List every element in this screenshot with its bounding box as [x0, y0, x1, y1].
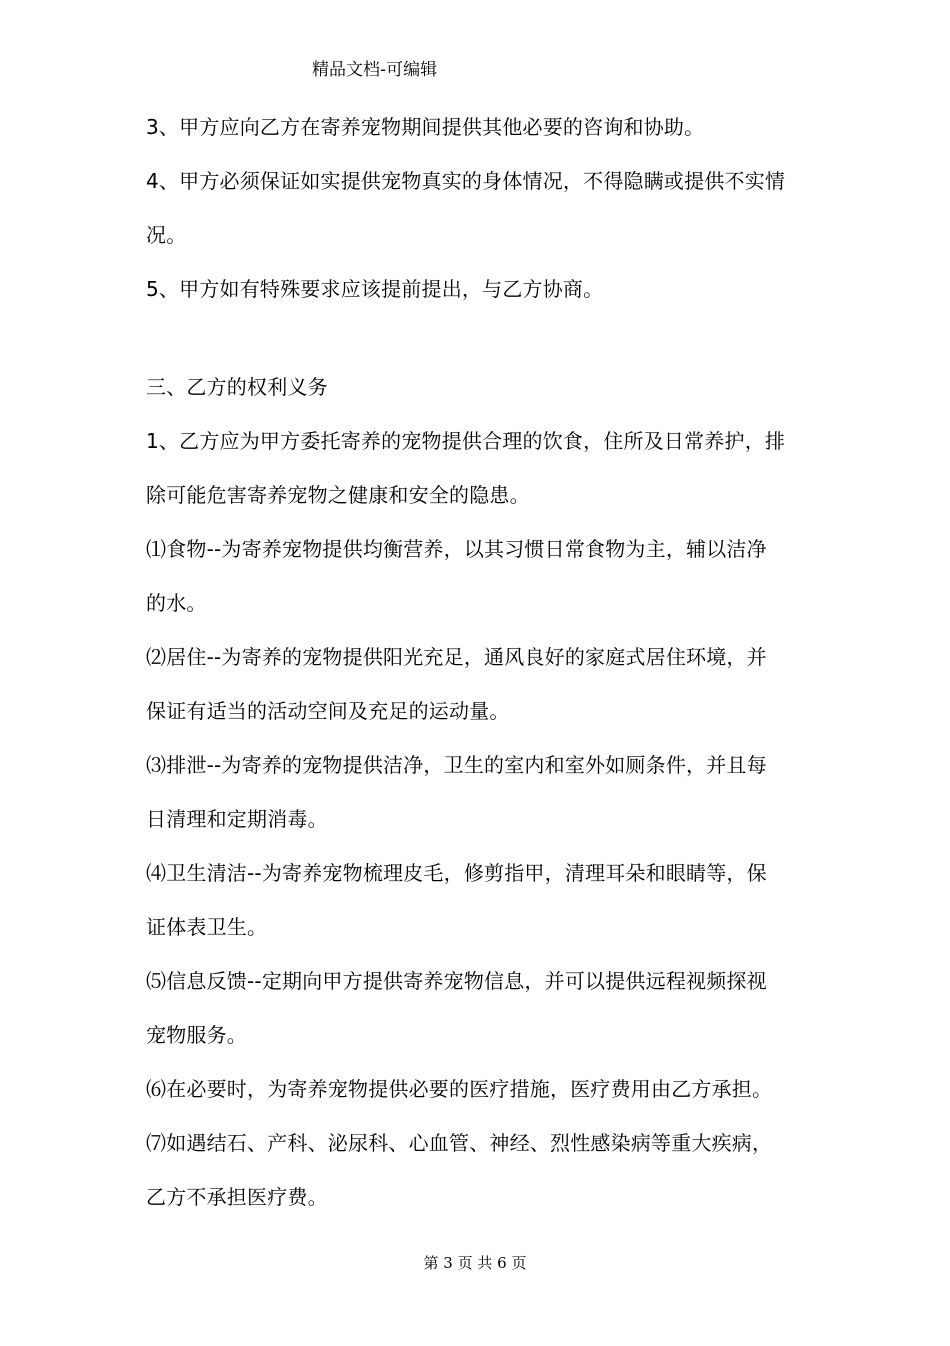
page-header: 精品文档-可编辑: [312, 60, 438, 80]
text-line: 宠物服务。: [146, 1023, 247, 1047]
text-line: 乙方不承担医疗费。: [146, 1185, 328, 1209]
text-line: ⑷卫生清洁--为寄养宠物梳理皮毛，修剪指甲，清理耳朵和眼睛等，保: [146, 861, 767, 885]
text-line: ⑺如遇结石、产科、泌尿科、心血管、神经、烈性感染病等重大疾病，: [146, 1131, 773, 1155]
text-line: ⑹在必要时，为寄养宠物提供必要的医疗措施，医疗费用由乙方承担。: [146, 1077, 773, 1101]
page-number: 第 3 页 共 6 页: [423, 1254, 527, 1272]
text-line: 保证有适当的活动空间及充足的运动量。: [146, 699, 510, 723]
text-line: 况。: [146, 223, 187, 247]
section-heading: 三、乙方的权利义务: [146, 375, 328, 399]
text-line: ⑴食物--为寄养宠物提供均衡营养，以其习惯日常食物为主，辅以洁净: [146, 537, 767, 561]
text-line: 的水。: [146, 591, 207, 615]
text-line: 1、乙方应为甲方委托寄养的宠物提供合理的饮食，住所及日常养护，排: [146, 429, 786, 453]
text-line: 除可能危害寄养宠物之健康和安全的隐患。: [146, 483, 530, 507]
text-line: 3、甲方应向乙方在寄养宠物期间提供其他必要的咨询和协助。: [146, 115, 705, 139]
text-line: 日清理和定期消毒。: [146, 807, 328, 831]
text-line: ⑶排泄--为寄养的宠物提供洁净，卫生的室内和室外如厕条件，并且每: [146, 753, 767, 777]
text-line: ⑵居住--为寄养的宠物提供阳光充足，通风良好的家庭式居住环境，并: [146, 645, 767, 669]
text-line: 4、甲方必须保证如实提供宠物真实的身体情况，不得隐瞒或提供不实情: [146, 169, 786, 193]
text-line: 证体表卫生。: [146, 915, 268, 939]
text-line: ⑸信息反馈--定期向甲方提供寄养宠物信息，并可以提供远程视频探视: [146, 969, 767, 993]
text-line: 5、甲方如有特殊要求应该提前提出，与乙方协商。: [146, 277, 604, 301]
